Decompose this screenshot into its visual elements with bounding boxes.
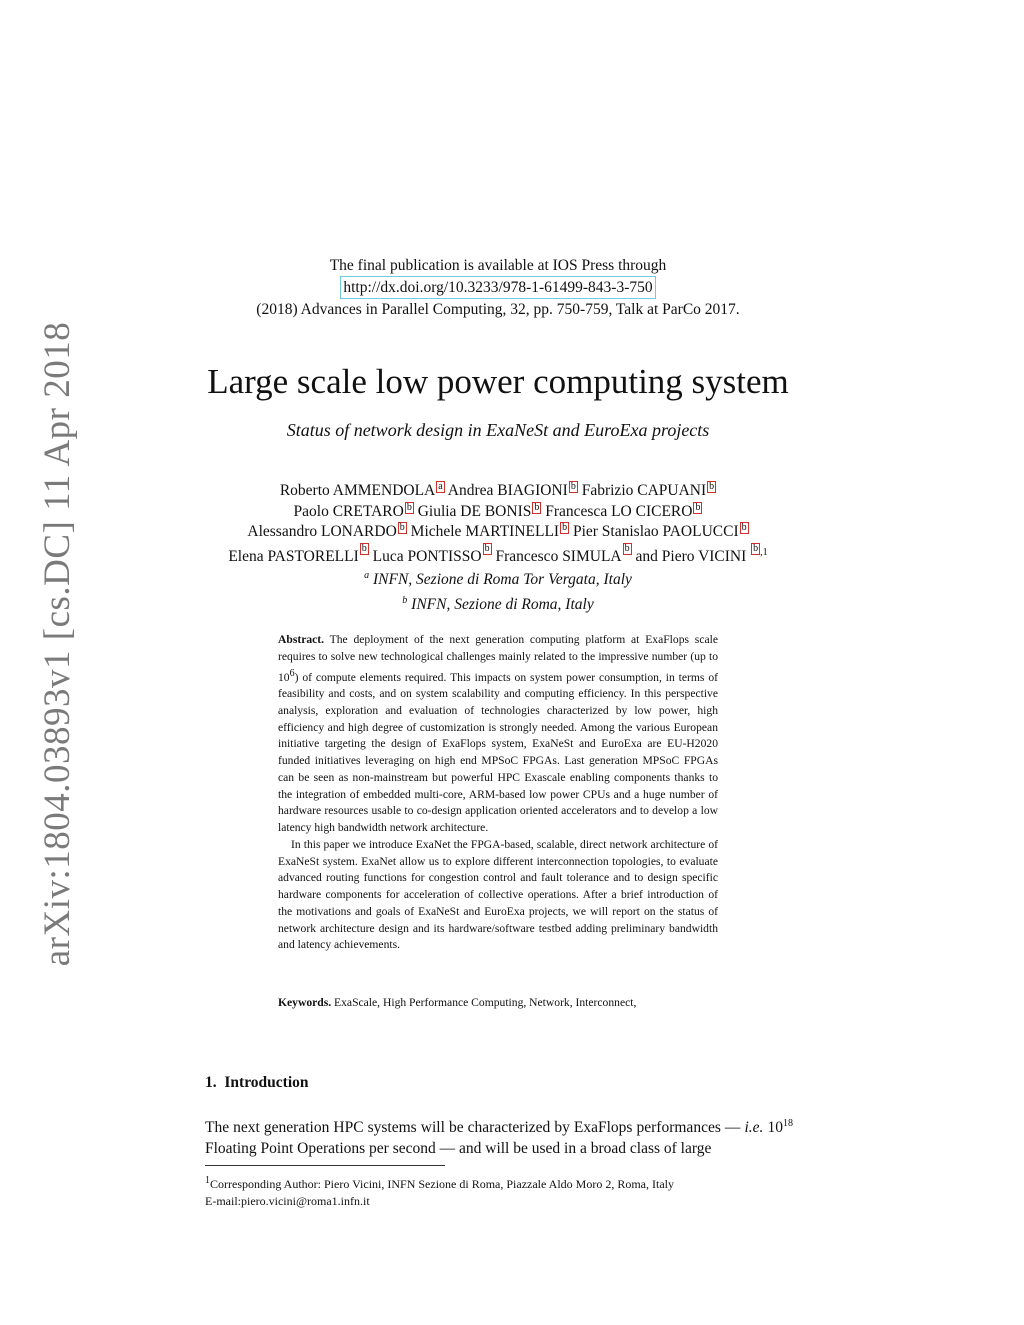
publication-note-line: The final publication is available at IOS Press through	[329, 257, 667, 274]
author-connector: and	[635, 547, 658, 565]
affiliation-link[interactable]: a	[438, 481, 443, 492]
keywords-text: ExaScale, High Performance Computing, Network, Interconnect,	[334, 996, 637, 1009]
corresponding-author-mark: ,1	[760, 546, 768, 558]
abstract-paragraph: Abstract. The deployment of the next generation computing platform at ExaFlops scale requires to solve new technological challenges mainly related to the impressive number (up to $10^6$) of compute elements required. This impacts on system power consumption, in terms of feasibility and costs, and on system scalability and computing efficiency. In this perspective analysis, exploration and evaluation of technologies characterized by low power, high efficiency and high degree of customization is strongly needed. Among the various European initiative targeting the design of ExaFlops system, ExaNeSt and EuroExa are EU-H2020 funded initiatives leveraging on high end MPSoC FPGAs. Last generation MPSoC FPGAs can be seen as non-mainstream but powerful HPC Exascale enabling components thanks to the integration of embedded multi-core, ARM-based low power CPUs and a huge number of hardware resources usable to co-design application oriented accelerators and to develop a low latency high bandwidth network architecture.	[278, 633, 718, 835]
section-heading: 1. Introduction	[205, 1074, 309, 1091]
author-name: Pier Stanislao PAOLUCCI	[572, 523, 739, 540]
publication-note	[200, 255, 796, 320]
author-name: Andrea BIAGIONI	[447, 482, 568, 499]
footnote-rule	[205, 1165, 445, 1166]
author-name: Paolo CRETARO	[293, 502, 404, 520]
abstract-paragraph: In this paper we introduce ExaNet the FPGA-based, scalable, direct network architecture of ExaNeSt system. ExaNet allow us to explore different interconnection topologies, to evaluate advanced routing functions for congestion control and fault tolerance and to design specific hardware components for acceleration of collective operations. After a brief introduction of the motivations and goals of ExaNeSt and EuroExa projects, we will report on the status of network architecture design and its hardware/software testbed adding preliminary bandwidth and latency achievements.	[278, 837, 718, 952]
affiliation-link[interactable]: b	[484, 542, 490, 554]
doi-link[interactable]: http://dx.doi.org/10.3233/978-1-61499-843-3-750	[340, 276, 655, 299]
affiliation-link[interactable]: b	[534, 501, 540, 513]
affiliation-link[interactable]: b	[406, 501, 412, 513]
author-name: Francesca LO CICERO	[545, 502, 693, 520]
author-name: Piero VICINI	[661, 547, 747, 565]
footnote: $^1$Corresponding Author: Piero Vicini, INFN Sezione di Roma, Piazzale Aldo Moro 2, Roma, Italy E-mail:piero.vicini@roma1.infn.it	[205, 1172, 793, 1210]
affiliation-link[interactable]: b	[399, 522, 405, 533]
abstract	[278, 632, 718, 954]
author-name: Roberto AMMENDOLA	[279, 482, 436, 499]
footnote-mark: 1	[205, 1175, 210, 1186]
author-line	[150, 502, 846, 523]
keywords	[278, 996, 718, 1009]
affiliation-link[interactable]: b	[753, 542, 759, 554]
author-list	[150, 481, 846, 567]
author-name: Luca PONTISSO	[372, 547, 482, 565]
author-line	[150, 481, 846, 502]
author-line	[150, 543, 846, 568]
arxiv-stamp: arXiv:1804.03893v1 [cs.DC] 11 Apr 2018	[37, 321, 78, 967]
author-line	[150, 522, 846, 543]
affiliation-link[interactable]: b	[361, 542, 367, 554]
affiliation-link[interactable]: b	[741, 522, 747, 533]
author-name: Fabrizio CAPUANI	[581, 482, 707, 499]
footnote-email[interactable]: E-mail:piero.vicini@roma1.infn.it	[205, 1194, 370, 1208]
abstract-label: Abstract.	[278, 633, 325, 646]
affiliations	[150, 566, 846, 615]
author-name: Francesco SIMULA	[495, 547, 622, 565]
affiliation-link[interactable]: b	[570, 481, 576, 492]
author-name: Giulia DE BONIS	[417, 502, 532, 520]
affiliation-link[interactable]: b	[562, 522, 568, 533]
affiliation-item: $^a$ INFN, Sezione di Roma Tor Vergata, Italy	[364, 570, 632, 589]
affiliation-link[interactable]: b	[624, 542, 630, 554]
author-name: Alessandro LONARDO	[247, 523, 397, 540]
affiliation-link[interactable]: b	[695, 501, 701, 513]
affiliation-link[interactable]: b	[709, 481, 715, 492]
paper-subtitle: Status of network design in ExaNeSt and EuroExa projects	[286, 420, 710, 440]
paper-title: Large scale low power computing system	[207, 362, 789, 401]
intro-paragraph: The next generation HPC systems will be characterized by ExaFlops performances — i.e. $10^{18}$ Floating Point Operations per second — and will be used in a broad class of large	[205, 1118, 794, 1158]
affiliation-item: $^b$ INFN, Sezione di Roma, Italy	[402, 594, 594, 613]
publication-note-line: (2018) Advances in Parallel Computing, 32, pp. 750-759, Talk at ParCo 2017.	[256, 301, 740, 318]
author-name: Michele MARTINELLI	[410, 523, 560, 540]
affiliation-mark: b	[402, 594, 408, 606]
keywords-label: Keywords.	[278, 996, 332, 1009]
author-name: Elena PASTORELLI	[228, 547, 359, 565]
affiliation-mark: a	[364, 570, 370, 581]
